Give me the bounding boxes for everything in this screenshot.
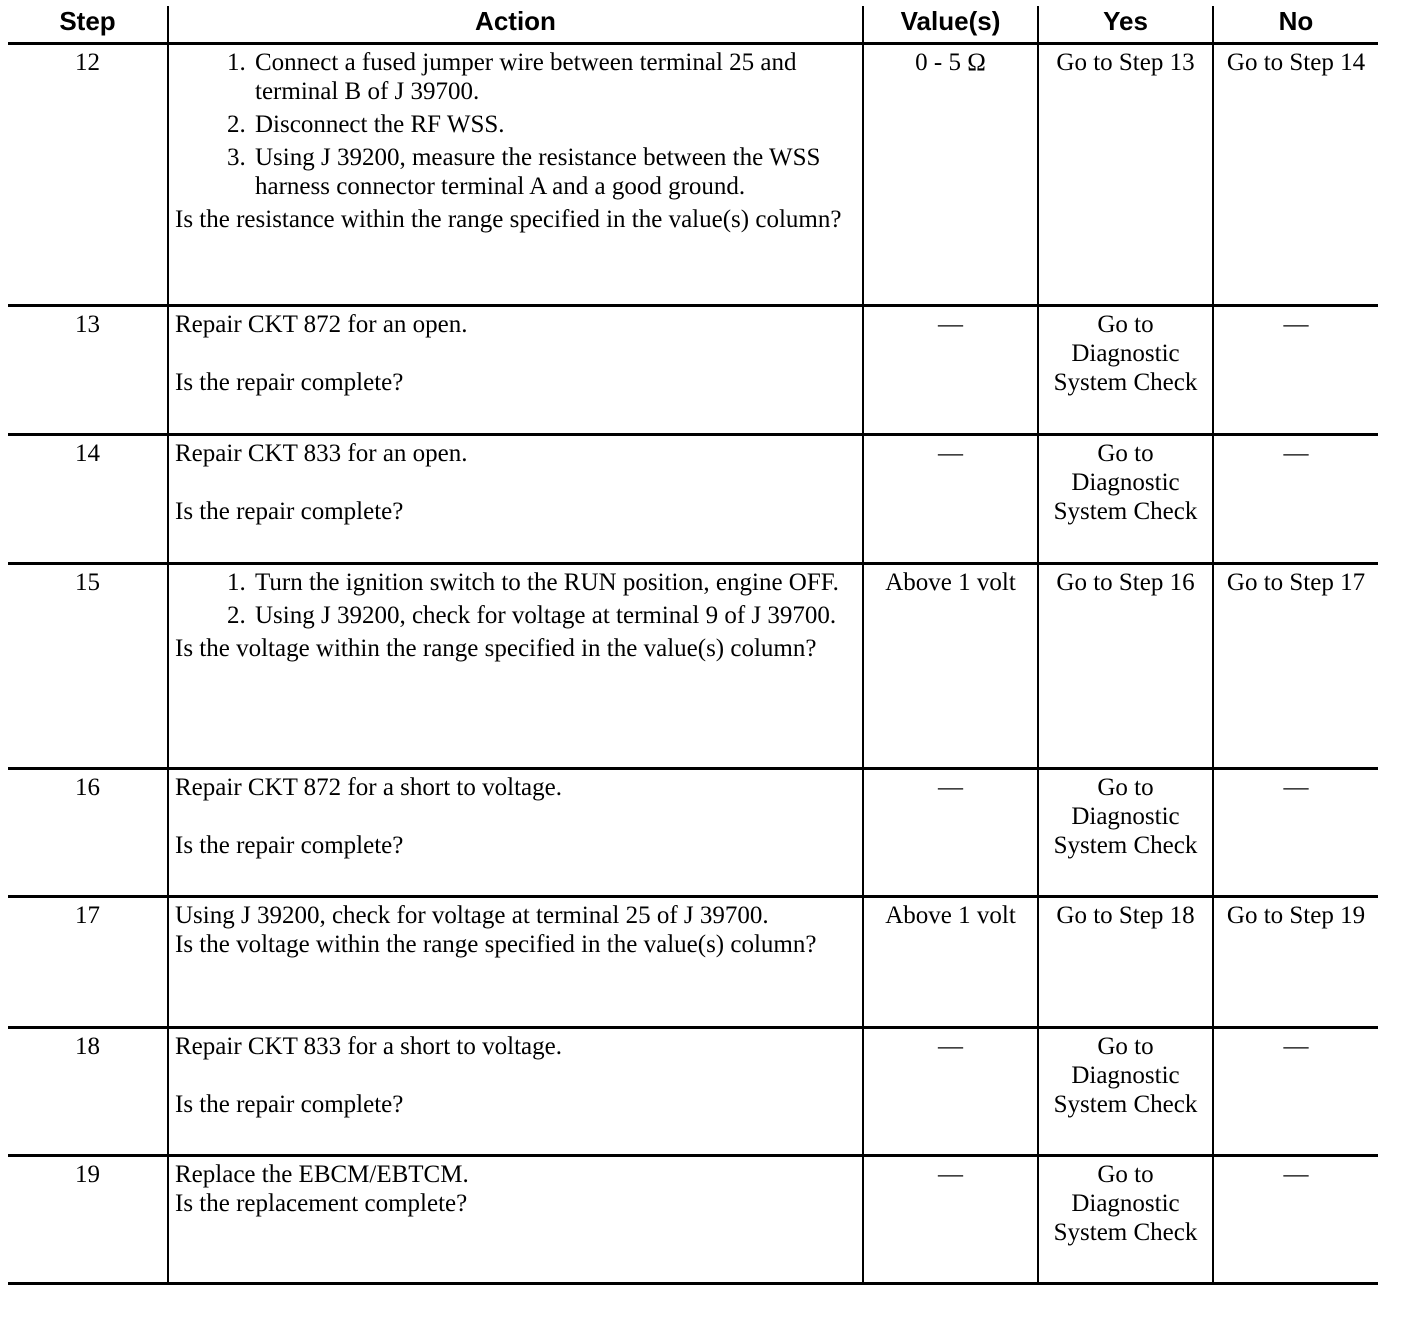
step-number: 19	[8, 1156, 168, 1284]
action-spacer	[175, 339, 856, 368]
action-question: Is the replacement complete?	[175, 1190, 468, 1217]
action-question: Is the voltage within the range specified in the value(s) column?	[175, 635, 817, 662]
header-row	[8, 6, 1378, 44]
action-text: Repair CKT 872 for a short to voltage.	[175, 774, 562, 801]
action-step-text: Disconnect the RF WSS.	[255, 111, 505, 138]
header-yes: Yes	[1038, 6, 1213, 44]
action-step	[227, 48, 856, 106]
action-text: Using J 39200, check for voltage at terminal 25 of J 39700.	[175, 902, 769, 929]
no-cell: —	[1213, 1156, 1378, 1284]
no-cell: Go to Step 19	[1213, 897, 1378, 1028]
value-cell: —	[863, 306, 1038, 435]
action-steps-list	[175, 568, 856, 630]
value-cell: Above 1 volt	[863, 897, 1038, 1028]
action-cell	[168, 564, 863, 769]
action-step-number: 1.	[227, 569, 246, 596]
step-number: 18	[8, 1028, 168, 1156]
table-row	[8, 1156, 1378, 1284]
value-cell: —	[863, 1156, 1038, 1284]
action-question: Is the repair complete?	[175, 369, 404, 396]
diagnostic-table-sheet	[8, 6, 1378, 1285]
action-cell	[168, 44, 863, 306]
action-spacer	[175, 802, 856, 831]
no-cell: —	[1213, 435, 1378, 564]
table-row	[8, 897, 1378, 1028]
yes-cell: Go to Step 18	[1038, 897, 1213, 1028]
action-question: Is the repair complete?	[175, 1091, 404, 1118]
yes-cell: Go to Step 13	[1038, 44, 1213, 306]
action-text: Repair CKT 833 for a short to voltage.	[175, 1033, 562, 1060]
action-step-text: Using J 39200, check for voltage at terminal 9 of J 39700.	[255, 602, 837, 629]
action-text: Repair CKT 833 for an open.	[175, 440, 468, 467]
action-cell	[168, 435, 863, 564]
action-question: Is the repair complete?	[175, 498, 404, 525]
action-step	[227, 143, 856, 201]
step-number: 13	[8, 306, 168, 435]
no-cell: —	[1213, 306, 1378, 435]
action-spacer	[175, 468, 856, 497]
action-cell	[168, 897, 863, 1028]
no-cell: —	[1213, 769, 1378, 897]
yes-cell: Go to Step 16	[1038, 564, 1213, 769]
value-cell: 0 - 5 Ω	[863, 44, 1038, 306]
action-cell	[168, 1028, 863, 1156]
diagnostic-table	[8, 6, 1378, 1285]
action-step-text: Turn the ignition switch to the RUN position, engine OFF.	[255, 569, 839, 596]
yes-cell: Go to Diagnostic System Check	[1038, 435, 1213, 564]
action-question: Is the resistance within the range specified in the value(s) column?	[175, 206, 842, 233]
action-step	[227, 568, 856, 597]
action-step	[227, 601, 856, 630]
header-no: No	[1213, 6, 1378, 44]
no-cell: Go to Step 17	[1213, 564, 1378, 769]
action-cell	[168, 1156, 863, 1284]
yes-cell: Go to Diagnostic System Check	[1038, 306, 1213, 435]
action-step	[227, 110, 856, 139]
step-number: 12	[8, 44, 168, 306]
action-question: Is the voltage within the range specified in the value(s) column?	[175, 931, 817, 958]
action-text: Replace the EBCM/EBTCM.	[175, 1161, 469, 1188]
table-row	[8, 1028, 1378, 1156]
step-number: 17	[8, 897, 168, 1028]
yes-cell: Go to Diagnostic System Check	[1038, 1156, 1213, 1284]
value-cell: —	[863, 1028, 1038, 1156]
action-step-text: Using J 39200, measure the resistance between the WSS harness connector terminal A and a good ground.	[255, 144, 821, 200]
table-row	[8, 769, 1378, 897]
table-row	[8, 306, 1378, 435]
header-step: Step	[8, 6, 168, 44]
yes-cell: Go to Diagnostic System Check	[1038, 1028, 1213, 1156]
table-row	[8, 435, 1378, 564]
action-step-number: 1.	[227, 49, 246, 76]
action-cell	[168, 306, 863, 435]
header-action: Action	[168, 6, 863, 44]
no-cell: —	[1213, 1028, 1378, 1156]
action-steps-list	[175, 48, 856, 201]
step-number: 15	[8, 564, 168, 769]
action-step-number: 2.	[227, 602, 246, 629]
action-spacer	[175, 1061, 856, 1090]
yes-cell: Go to Diagnostic System Check	[1038, 769, 1213, 897]
no-cell: Go to Step 14	[1213, 44, 1378, 306]
action-step-number: 3.	[227, 144, 246, 171]
value-cell: Above 1 volt	[863, 564, 1038, 769]
value-cell: —	[863, 435, 1038, 564]
action-cell	[168, 769, 863, 897]
action-step-number: 2.	[227, 111, 246, 138]
action-question: Is the repair complete?	[175, 832, 404, 859]
step-number: 14	[8, 435, 168, 564]
action-step-text: Connect a fused jumper wire between terminal 25 and terminal B of J 39700.	[255, 49, 797, 105]
value-cell: —	[863, 769, 1038, 897]
step-number: 16	[8, 769, 168, 897]
action-text: Repair CKT 872 for an open.	[175, 311, 468, 338]
header-values: Value(s)	[863, 6, 1038, 44]
table-row	[8, 564, 1378, 769]
table-row	[8, 44, 1378, 306]
